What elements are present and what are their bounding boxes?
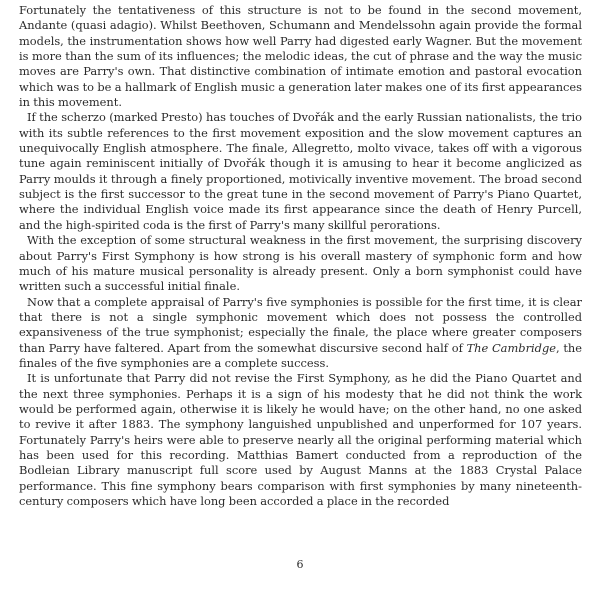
paragraph-five-symphonies-text-a: Now that a complete appraisal of Parry's five symphonies is possible for the first time, it is clear that there is not a single symphonic movement which does not possess the controlled expansiveness of the true symphonist; especially the finale, the place where greater composers than Parry have faltered. Apart from the somewhat discursive second half of (19, 294, 582, 355)
paragraph-scherzo-finale: If the scherzo (marked Presto) has touches of Dvořák and the early Russian nationalists, the trio with its subtle references to the first movement exposition and the slow movement captures an unequivocally English atmosphere. The finale, Allegretto, molto vivace, takes off with a vigorous tune again reminiscent initially of Dvořák though it is amusing to hear it become anglicized as Parry moulds it through a finely proportioned, motivically inventive movement. The broad second subject is the first successor to the great tune in the second movement of Parry's Piano Quartet, where the individual English voice made its first appearance since the death of Henry Purcell, and the high-spirited coda is the first of Parry's many skillful perorations. (19, 110, 582, 232)
paragraph-five-symphonies (19, 295, 582, 372)
paragraph-five-symphonies-text-b: , the finales of the five symphonies are a complete success. (19, 340, 582, 370)
document-body (19, 3, 582, 509)
work-title-the-cambridge: The Cambridge (466, 340, 556, 355)
paragraph-first-symphony-assessment: With the exception of some structural weakness in the first movement, the surprising discovery about Parry's First Symphony is how strong is his overall mastery of symphonic form and how much of his mature musical personality is already present. Only a born symphonist could have written such a successful initial finale. (19, 233, 582, 294)
page-number: 6 (296, 558, 304, 571)
paragraph-recording-history: It is unfortunate that Parry did not revise the First Symphony, as he did the Piano Quartet and the next three symphonies. Perhaps it is a sign of his modesty that he did not think the work would be performed again, otherwise it is likely he would have; on the other hand, no one asked to revive it after 1883. The symphony languished unpublished and unperformed for 107 years. Fortunately Parry's heirs were able to preserve nearly all the original performing material which has been used for this recording. Matthias Bamert conducted from a reproduction of the Bodleian Library manuscript full score used by August Manns at the 1883 Crystal Palace performance. This fine symphony bears comparison with first symphonies by many nineteenth-century composers which have long been accorded a place in the recorded (19, 371, 582, 508)
paragraph-second-movement: Fortunately the tentativeness of this structure is not to be found in the second movement, Andante (quasi adagio). Whilst Beethoven, Schumann and Mendelssohn again provide the formal models, the instrumentation shows how well Parry had digested early Wagner. But the movement is more than the sum of its influences; the melodic ideas, the cut of phrase and the way the music moves are Parry's own. That distinctive combination of intimate emotion and pastoral evocation which was to be a hallmark of English music a generation later makes one of its first appearances in this movement. (19, 3, 582, 110)
